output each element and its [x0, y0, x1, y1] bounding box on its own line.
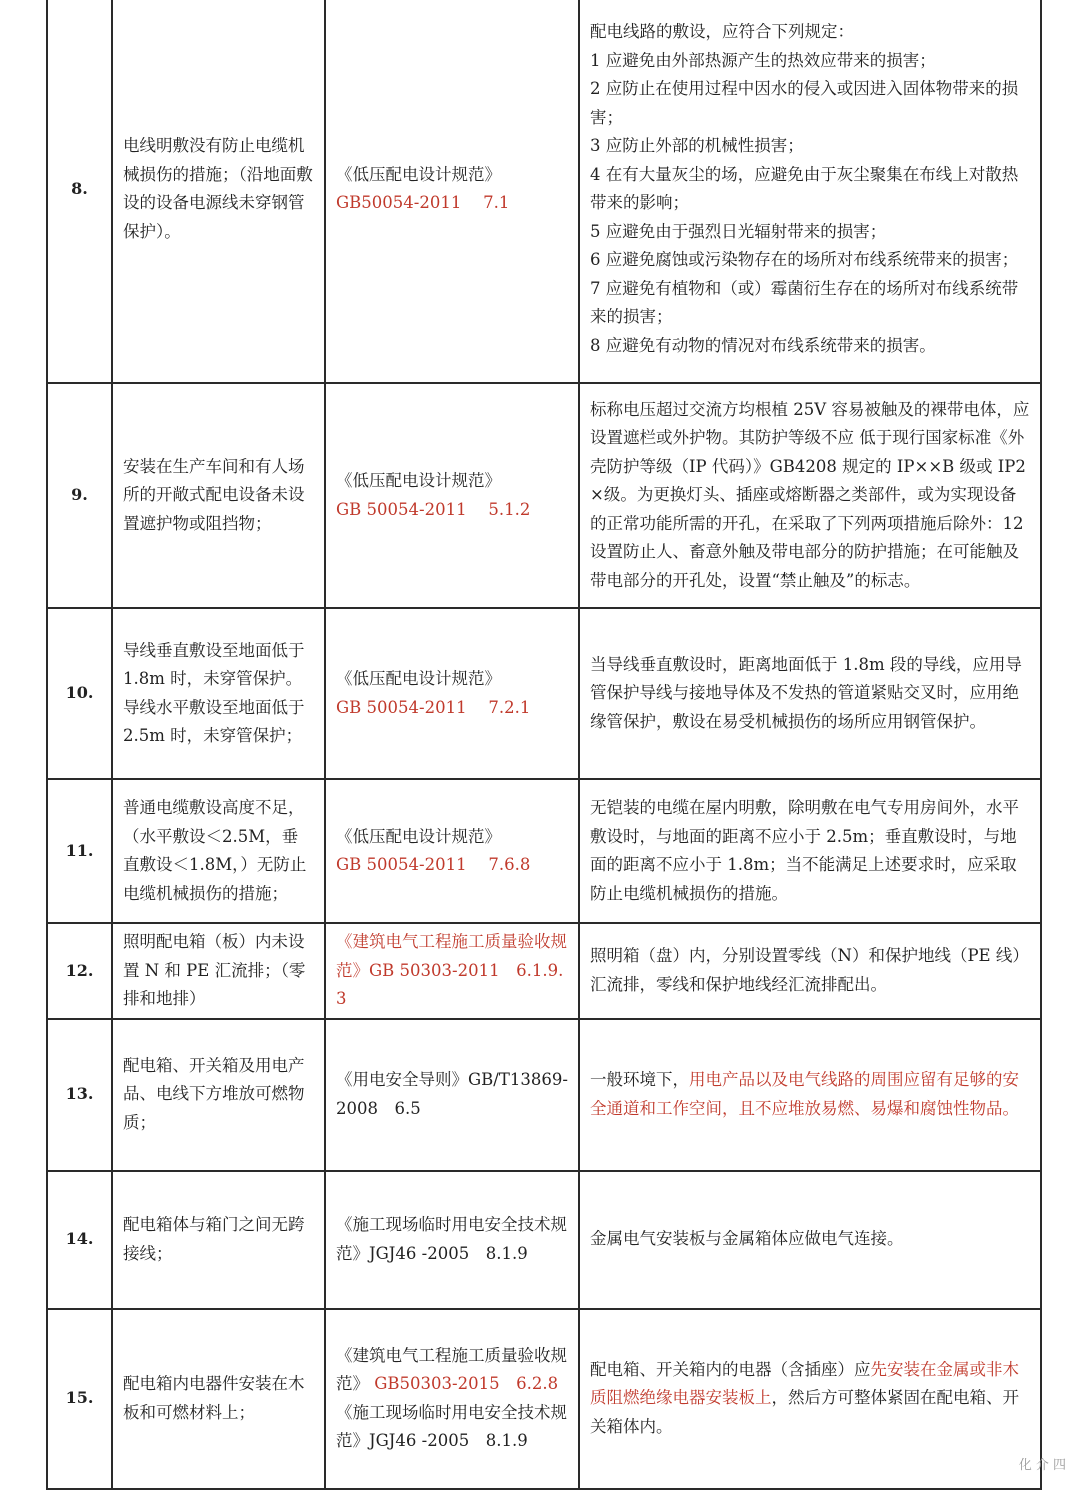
row-number: 11.: [47, 779, 112, 923]
table-row: [47, 1171, 1041, 1309]
issue-description: 普通电缆敷设高度不足，（水平敷设＜2.5M，垂直敷设＜1.8M，）无防止电缆机械损伤的措施；: [112, 779, 325, 923]
requirement-line: 1 应避免由外部热源产生的热效应带来的损害；: [590, 50, 936, 70]
table-row: [47, 923, 1041, 1019]
regulation-reference: [325, 779, 579, 923]
requirement-line: 7 应避免有植物和（或）霉菌衍生存在的场所对布线系统带来的损害；: [590, 278, 1019, 326]
regulation-reference: [325, 0, 579, 383]
requirement-prefix: 一般环境下，: [590, 1070, 689, 1089]
requirement-prefix: 配电箱、开关箱内的电器（含插座）应: [590, 1359, 871, 1379]
requirement-text: 当导线垂直敷设时，距离地面低于 1.8m 段的导线，应用导管保护导线与接地导体及不发热的管道紧贴交叉时，应用绝缘管保护，敷设在易受机械损伤的场所应用钢管保护。: [579, 608, 1041, 779]
table-row: [47, 1309, 1041, 1489]
row-number: 15.: [47, 1309, 112, 1489]
requirement-text: 标称电压超过交流方均根植 25V 容易被触及的裸带电体，应设置遮栏或外护物。其防护等级不应 低于现行国家标准《外壳防护等级（IP 代码）》GB4208 规定的 IP××B 级或 IP2×级。为更换灯头、插座或熔断器之类部件，或为实现设备的正常功能所需的开孔，在采取了下列两项措施后除外：12 设置防止人、畜意外触及带电部分的防护措施；在可能触及带电部分的开孔处，设置“禁止触及”的标志。: [579, 383, 1041, 608]
regulation-reference: 《建筑电气工程施工质量验收规范》GB 50303-2011 6.1.9.3: [325, 923, 579, 1019]
reference-title: 《建筑电气工程施工质量验收规范》: [336, 1345, 567, 1393]
requirement-line: 4 在有大量灰尘的场，应避免由于灰尘聚集在布线上对散热带来的影响；: [590, 164, 1019, 212]
issue-description: 配电箱体与箱门之间无跨接线；: [112, 1171, 325, 1309]
row-number: 10.: [47, 608, 112, 779]
regulation-reference: [325, 1309, 579, 1489]
regulation-reference: 《施工现场临时用电安全技术规范》JGJ46 -2005 8.1.9: [325, 1171, 579, 1309]
row-number: 12.: [47, 923, 112, 1019]
issue-description: [112, 608, 325, 779]
requirement-text: [579, 1019, 1041, 1171]
regulation-reference: [325, 608, 579, 779]
row-number: 9.: [47, 383, 112, 608]
table-row: [47, 383, 1041, 608]
issue-description: 配电箱内电器件安装在木板和可燃材料上；: [112, 1309, 325, 1489]
requirement-line: 8 应避免有动物的情况对布线系统带来的损害。: [590, 335, 936, 355]
row-number: 14.: [47, 1171, 112, 1309]
reference-code: GB 50054-2011 5.1.2: [336, 499, 531, 519]
issue-description: 安装在生产车间和有人场所的开敞式配电设备未设置遮护物或阻挡物；: [112, 383, 325, 608]
requirement-line: 2 应防止在使用过程中因水的侵入或因进入固体物带来的损害；: [590, 79, 1019, 127]
reference-code: GB 50054-2011 7.6.8: [336, 855, 531, 874]
requirement-highlight: 先安装在金属或非木质阻燃绝缘电器安装板上: [590, 1359, 1019, 1408]
requirement-highlight: 用电产品以及电气线路的周围应留有足够的安全通道和工作空间，且不应堆放易燃、易爆和腐蚀性物品。: [590, 1070, 1019, 1118]
regulation-reference: 《用电安全导则》GB/T13869-2008 6.5: [325, 1019, 579, 1171]
table-row: [47, 779, 1041, 923]
reference-code: GB50303-2015 6.2.8: [374, 1374, 559, 1393]
issue-line: 导线水平敷设至地面低于 2.5m 时，未穿管保护；: [123, 697, 305, 745]
requirement-text: [579, 0, 1041, 383]
issue-line: 导线垂直敷设至地面低于 1.8m 时，未穿管保护。: [123, 640, 305, 688]
reference-title-2: 《施工现场临时用电安全技术规范》JGJ46 -2005 8.1.9: [336, 1402, 567, 1450]
requirement-line: 配电线路的敷设，应符合下列规定：: [590, 22, 854, 41]
reference-code: GB50054-2011 7.1: [336, 193, 510, 212]
regulation-reference: [325, 383, 579, 608]
requirement-text: [579, 1309, 1041, 1489]
reference-title: 《低压配电设计规范》: [336, 826, 501, 846]
requirement-line: 6 应避免腐蚀或污染物存在的场所对布线系统带来的损害；: [590, 250, 1019, 269]
issue-description: 配电箱、开关箱及用电产品、电线下方堆放可燃物质；: [112, 1019, 325, 1171]
table-row: [47, 608, 1041, 779]
watermark: 化 介 四: [1018, 1458, 1066, 1473]
table-row: [47, 0, 1041, 383]
issue-description: 电线明敷没有防止电缆机械损伤的措施；（沿地面敷设的设备电源线未穿钢管保护）。: [112, 0, 325, 383]
reference-title: 《低压配电设计规范》: [336, 669, 501, 688]
reference-title: 《低压配电设计规范》: [336, 471, 501, 490]
requirement-text: 无铠装的电缆在屋内明敷，除明敷在电气专用房间外，水平敷设时，与地面的距离不应小于 2.5m；垂直敷设时，与地面的距离不应小于 1.8m；当不能满足上述要求时，应采取防止电缆机械损伤的措施。: [579, 779, 1041, 923]
issue-description: 照明配电箱（板）内未设置 N 和 PE 汇流排；（零排和地排）: [112, 923, 325, 1019]
regulation-table: [46, 0, 1042, 1490]
requirement-text: 金属电气安装板与金属箱体应做电气连接。: [579, 1171, 1041, 1309]
reference-title: 《低压配电设计规范》: [336, 164, 501, 184]
requirement-line: 3 应防止外部的机械性损害；: [590, 136, 804, 155]
requirement-suffix: ，然后方可整体紧固在配电箱、开关箱体内。: [590, 1388, 1019, 1436]
reference-code: GB 50054-2011 7.2.1: [336, 697, 531, 717]
row-number: 8.: [47, 0, 112, 383]
requirement-line: 5 应避免由于强烈日光辐射带来的损害；: [590, 221, 887, 241]
row-number: 13.: [47, 1019, 112, 1171]
requirement-text: 照明箱（盘）内，分别设置零线（N）和保护地线（PE 线）汇流排，零线和保护地线经汇流排配出。: [579, 923, 1041, 1019]
table-row: [47, 1019, 1041, 1171]
